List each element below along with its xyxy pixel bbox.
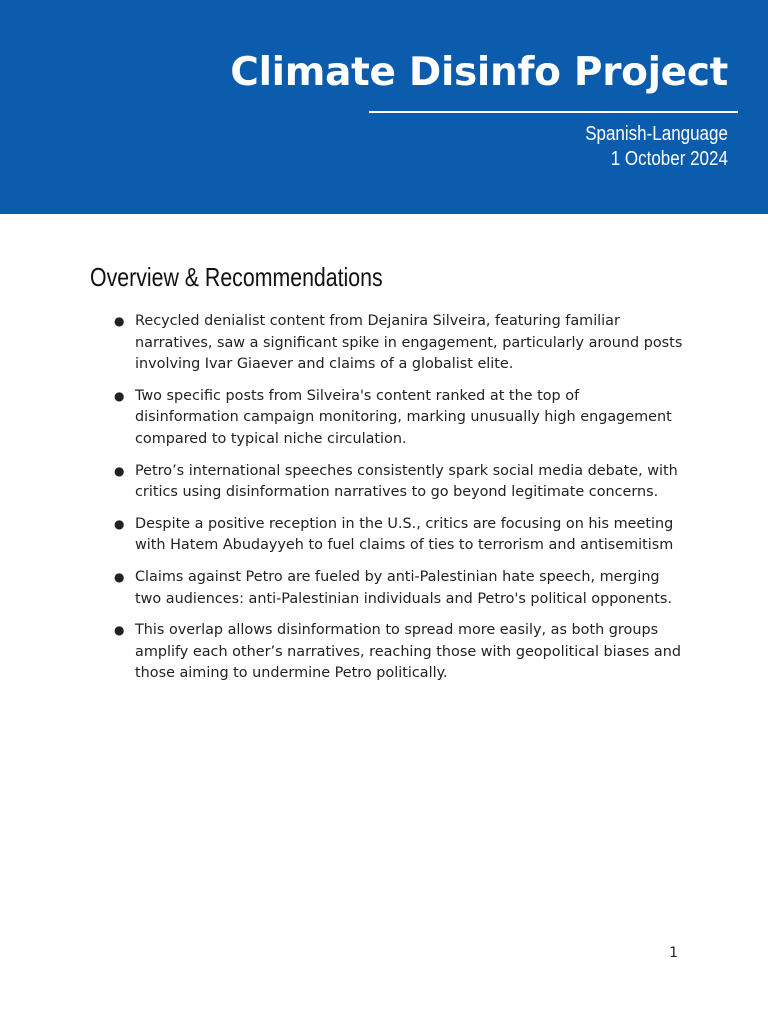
list-item-text: Recycled denialist content from Dejanira Silveira, featuring familiar narratives, saw a significant spike in engagement, particularly around posts involving Ivar Giaever and claims of a globalist elite.: [135, 313, 683, 373]
list-item: [114, 311, 684, 376]
bullet-icon: ●: [114, 516, 125, 531]
list-item-text: Two specific posts from Silveira's content ranked at the top of disinformation campaign monitoring, marking unusually high engagement compared to typical niche circulation.: [135, 387, 672, 447]
recommendations-list: [114, 311, 684, 695]
bullet-icon: ●: [114, 463, 125, 478]
list-item-text: Claims against Petro are fueled by anti-Palestinian hate speech, merging two audiences: anti-Palestinian individuals and Petro's political opponents.: [135, 568, 672, 607]
header-banner: [0, 0, 768, 214]
bullet-icon: ●: [114, 569, 125, 584]
bullet-icon: ●: [114, 388, 125, 403]
list-item: [114, 386, 684, 451]
section-heading: Overview & Recommendations: [90, 262, 383, 292]
list-item: [114, 514, 684, 557]
list-item-text: Despite a positive reception in the U.S., critics are focusing on his meeting with Hatem Abudayyeh to fuel claims of ties to terrorism and antisemitism: [135, 515, 674, 554]
list-item-text: Petro’s international speeches consistently spark social media debate, with critics using disinformation narratives to go beyond legitimate concerns.: [135, 462, 678, 501]
document-subtitle: [560, 122, 728, 172]
bullet-icon: ●: [114, 314, 125, 328]
list-item: [114, 620, 684, 685]
list-item: [114, 567, 684, 610]
list-item-text: This overlap allows disinformation to spread more easily, as both groups amplify each other’s narratives, reaching those with geopolitical biases and those aiming to undermine Petro politically.: [135, 622, 681, 682]
language-label: Spanish-Language: [585, 123, 728, 145]
document-title: Climate Disinfo Project: [230, 50, 728, 95]
page-number: 1: [669, 945, 678, 961]
title-divider: [369, 111, 738, 113]
report-date: 1 October 2024: [610, 148, 728, 170]
list-item: [114, 461, 684, 504]
bullet-icon: ●: [114, 623, 125, 638]
